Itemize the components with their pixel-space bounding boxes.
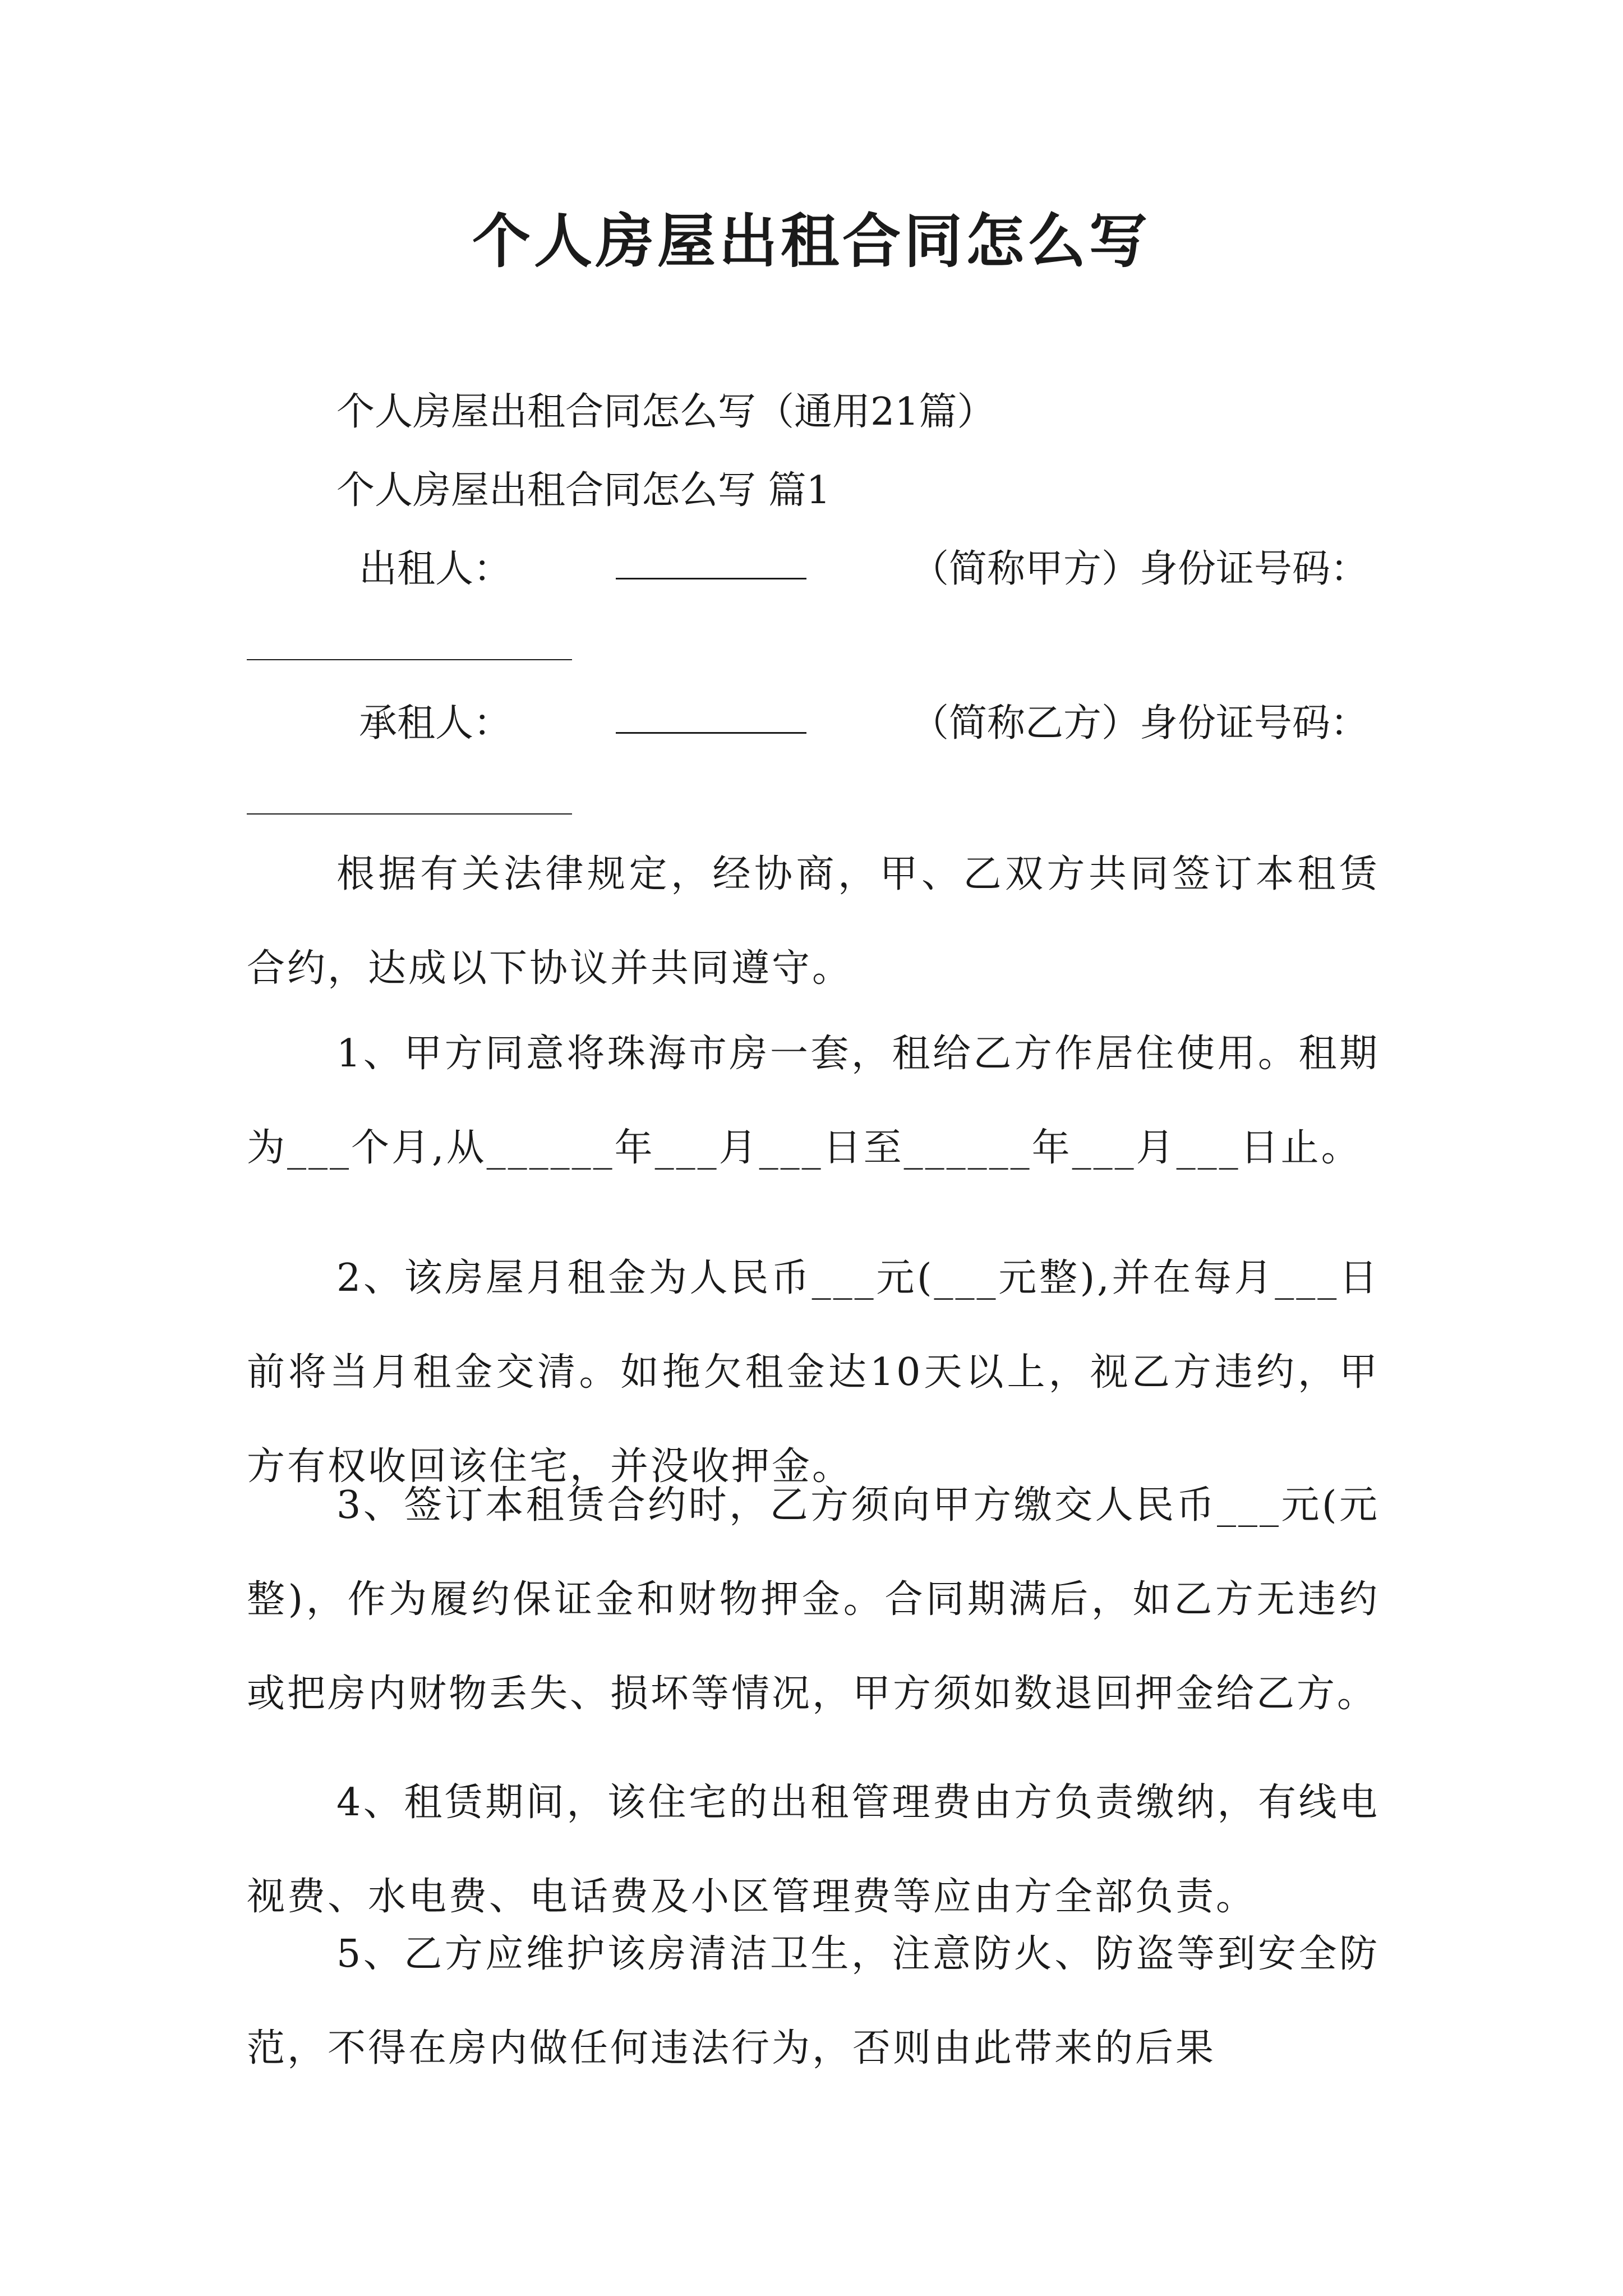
lessee-id-label: （简称乙方）身份证号码： — [910, 701, 1368, 746]
section-heading: 个人房屋出租合同怎么写 篇1 — [336, 468, 831, 513]
lessor-label: 出租人： — [359, 547, 512, 591]
lessor-name-blank — [616, 544, 806, 579]
lessee-label: 承租人： — [359, 701, 512, 746]
lessee-name-blank — [616, 698, 806, 734]
lessee-id-blank — [247, 813, 572, 815]
lessor-line — [359, 544, 1368, 595]
paragraph-clause-5: 5、乙方应维护该房清洁卫生，注意防火、防盗等到安全防范，不得在房内做任何违法行为，否则由此带来的后果 — [247, 1932, 1380, 2070]
paragraph-clause-3: 3、签订本租赁合约时，乙方须向甲方缴交人民币___元(元整)，作为履约保证金和财物押金。合同期满后，如乙方无违约或把房内财物丢失、损坏等情况，甲方须如数退回押金给乙方。 — [247, 1483, 1380, 1716]
paragraph-clause-1: 1、甲方同意将珠海市房一套，租给乙方作居住使用。租期为___个月,从______年___月___日至______年___月___日止。 — [247, 1032, 1380, 1170]
lessee-line — [359, 698, 1368, 749]
document-title: 个人房屋出租合同怎么写 — [472, 206, 1151, 275]
lessor-id-label: （简称甲方）身份证号码： — [910, 547, 1368, 591]
document-subtitle: 个人房屋出租合同怎么写（通用21篇） — [336, 390, 995, 434]
paragraph-clause-4: 4、租赁期间，该住宅的出租管理费由方负责缴纳，有线电视费、水电费、电话费及小区管理费等应由方全部负责。 — [247, 1780, 1380, 1919]
paragraph-clause-2: 2、该房屋月租金为人民币___元(___元整),并在每月___日前将当月租金交清。如拖欠租金达10天以上，视乙方违约，甲方有权收回该住宅，并没收押金。 — [247, 1256, 1380, 1489]
paragraph-intro: 根据有关法律规定，经协商，甲、乙双方共同签订本租赁合约，达成以下协议并共同遵守。 — [247, 852, 1380, 991]
lessor-id-blank — [247, 659, 572, 660]
